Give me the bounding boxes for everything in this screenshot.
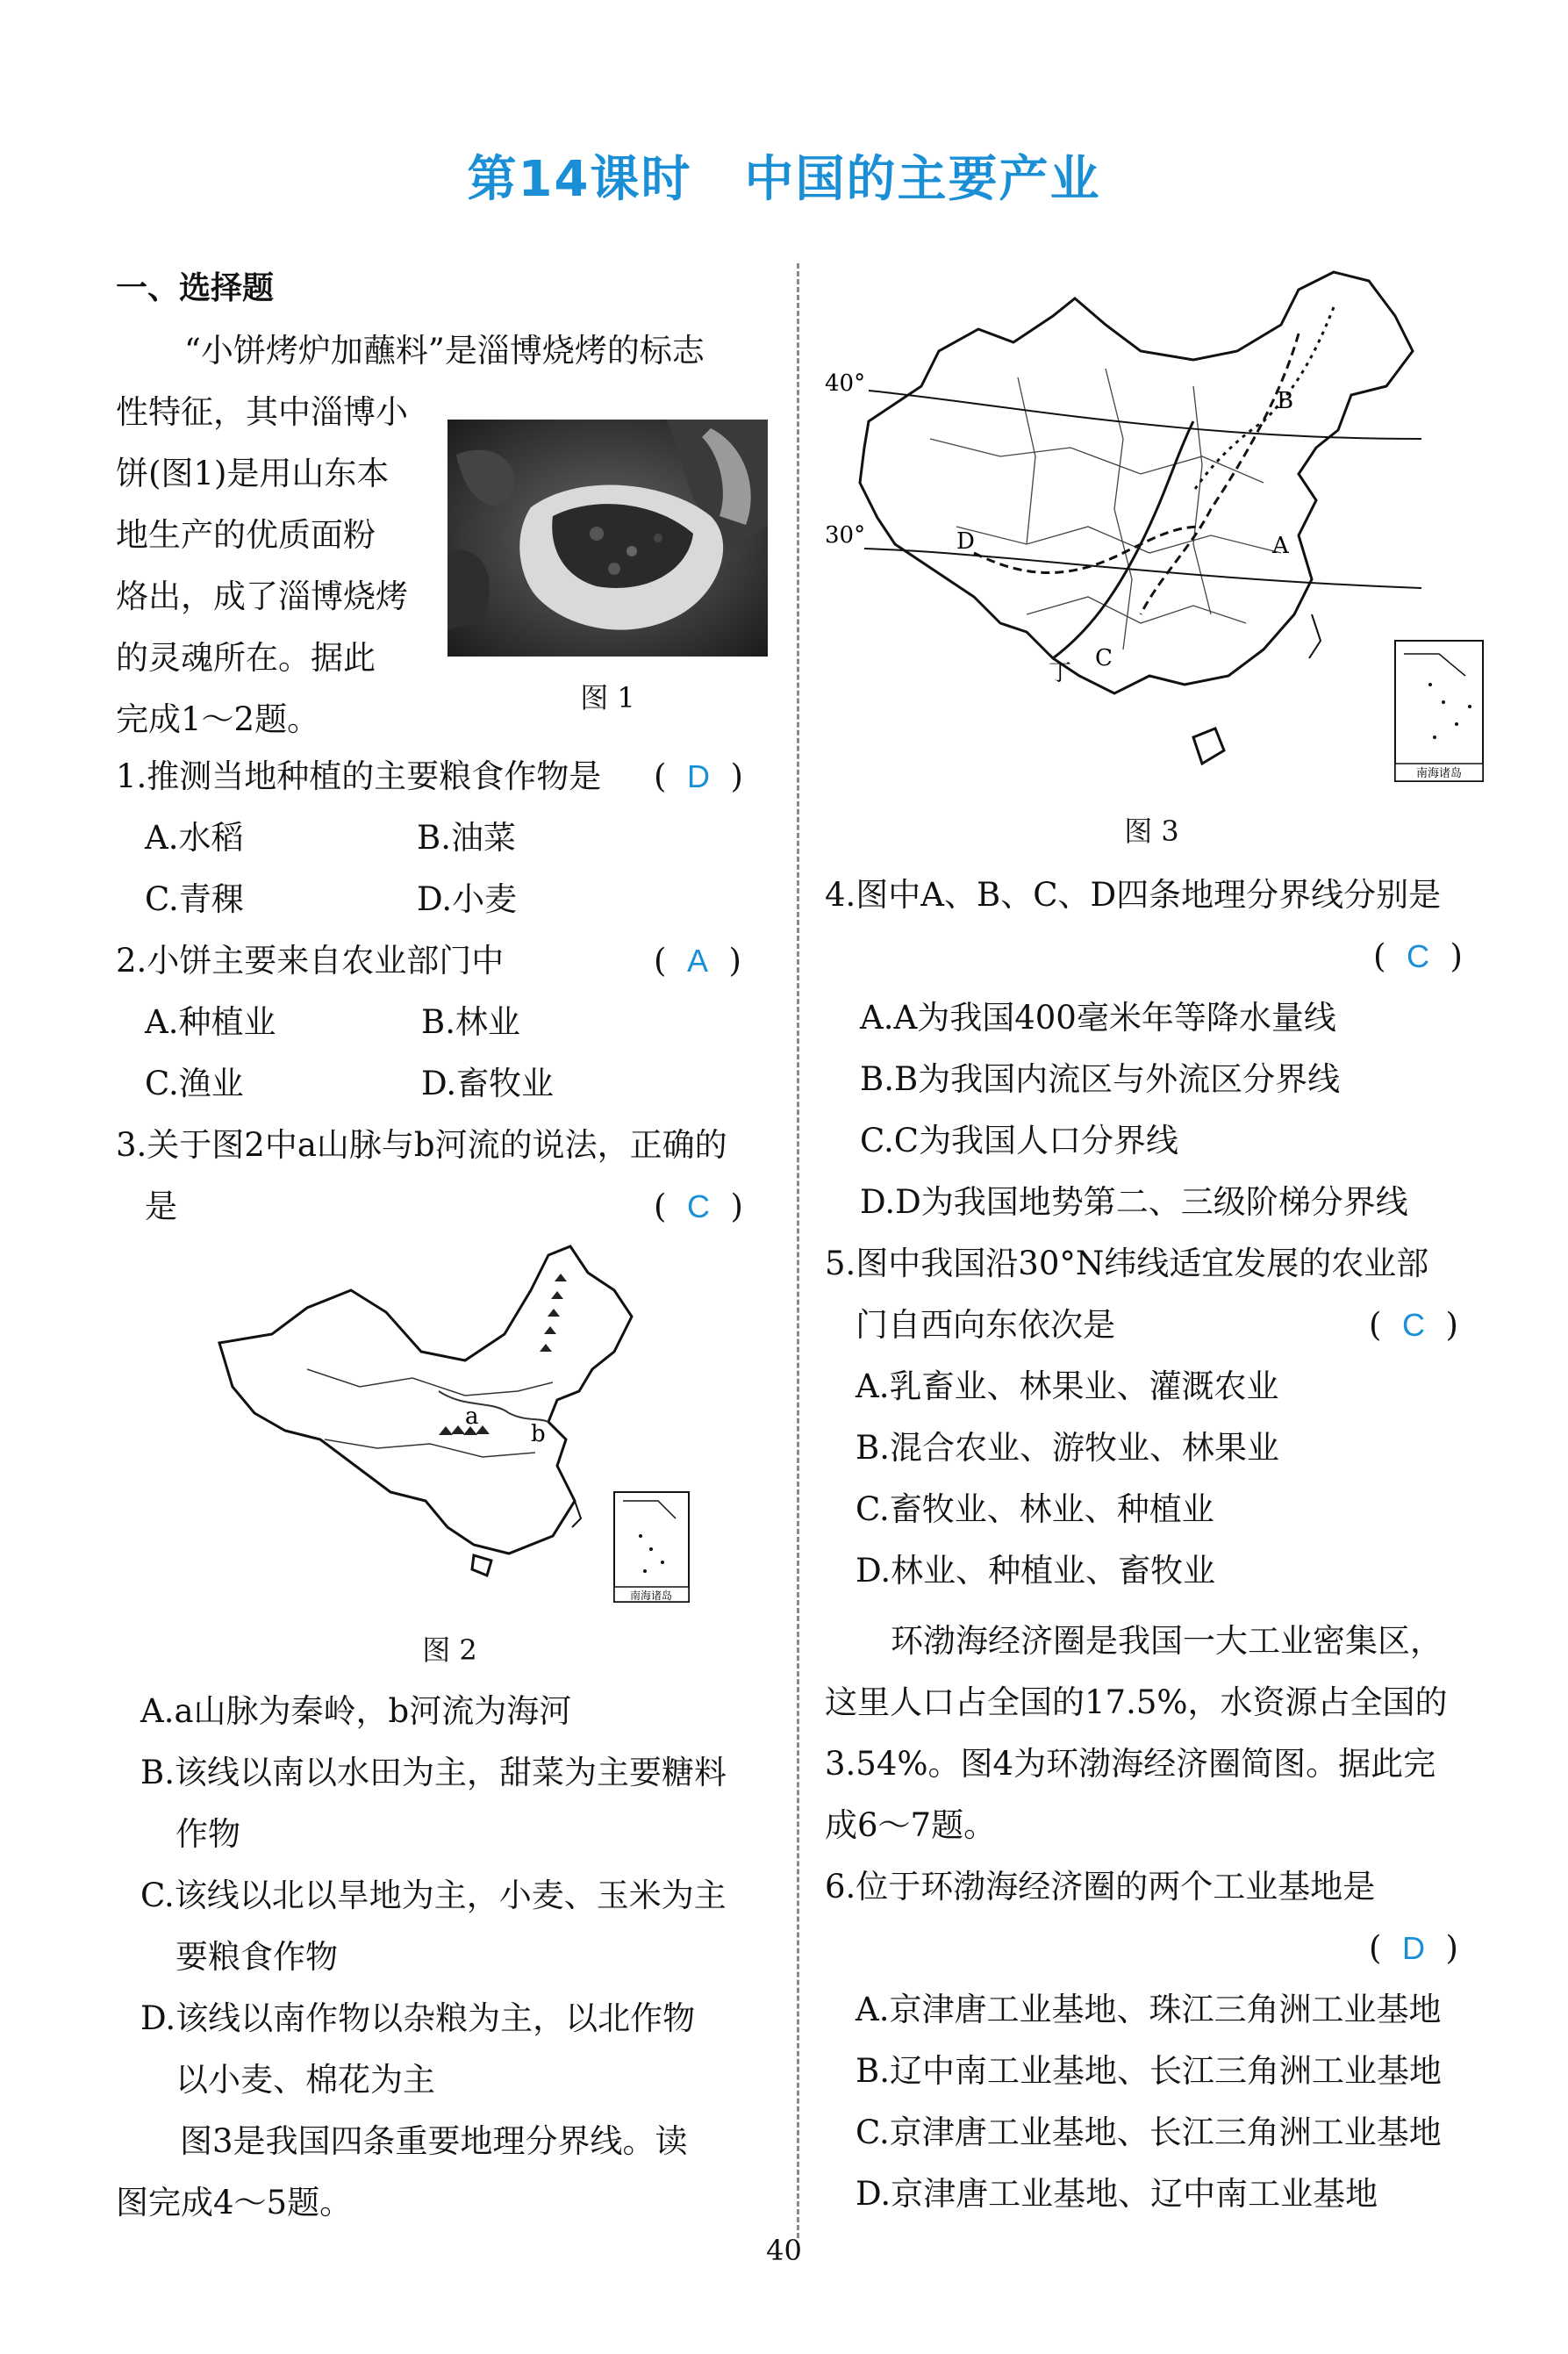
q5-option: D.林业、种植业、畜牧业 (856, 1552, 1216, 1590)
q3-option-cont: 作物 (175, 1815, 240, 1853)
q2-stem: 2.小饼主要来自农业部门中 (116, 942, 505, 980)
intro-line: 烙出，成了淄博烧烤 (116, 578, 408, 615)
q4-option: A.A为我国400毫米年等降水量线 (860, 999, 1336, 1037)
fig3-lat30: 30° (825, 522, 866, 549)
figure-3-caption: 图 3 (1124, 815, 1179, 848)
figure-3-china-map (825, 263, 1492, 790)
q6-option: B.辽中南工业基地、长江三角洲工业基地 (856, 2052, 1442, 2090)
q2-answer-box: ( A ) (654, 942, 741, 980)
q4-answer: C (1406, 938, 1429, 974)
fig2-label-a: a (465, 1403, 479, 1430)
q5-option: A.乳畜业、林果业、灌溉农业 (856, 1367, 1279, 1405)
q4-option: B.B为我国内流区与外流区分界线 (860, 1060, 1341, 1098)
page-number: 40 (766, 2234, 802, 2267)
q4-option: D.D为我国地势第二、三级阶梯分界线 (860, 1183, 1408, 1221)
q3-stem-cont: 是 (145, 1188, 177, 1225)
q3-answer: C (686, 1188, 710, 1224)
intro-6-7-line: 成6～7题。 (825, 1806, 997, 1844)
q3-stem: 3.关于图2中a山脉与b河流的说法，正确的 (116, 1126, 727, 1164)
q6-option: C.京津唐工业基地、长江三角洲工业基地 (856, 2114, 1442, 2151)
q3-option: A.a山脉为秦岭，b河流为海河 (140, 1692, 572, 1730)
intro-6-7-line: 这里人口占全国的17.5%，水资源占全国的 (825, 1683, 1448, 1721)
intro-4-5-cont: 图完成4～5题。 (116, 2184, 353, 2221)
q6-answer-box: ( D ) (1369, 1929, 1458, 1967)
q3-answer-box: ( C ) (654, 1188, 743, 1225)
fig2-inset-label: 南海诸岛 (629, 1590, 673, 1602)
q6-option: A.京津唐工业基地、珠江三角洲工业基地 (856, 1991, 1442, 2028)
figure-1-caption: 图 1 (580, 681, 635, 714)
fig3-label-D: D (956, 528, 975, 555)
intro-line: 饼(图1)是用山东本 (116, 455, 390, 492)
q6-answer: D (1401, 1930, 1425, 1966)
q5-option: C.畜牧业、林业、种植业 (856, 1490, 1214, 1528)
fig3-label-C: C (1095, 645, 1113, 671)
q1-answer: D (686, 758, 710, 794)
intro-line: “小饼烤炉加蘸料”是淄博烧烤的标志 (184, 332, 705, 370)
fig3-label-B: B (1277, 388, 1294, 414)
q5-answer-box: ( C ) (1369, 1306, 1458, 1344)
fig3-inset-label: 南海诸岛 (1415, 767, 1463, 780)
fig2-label-b: b (531, 1421, 546, 1447)
fig3-label-A: A (1272, 533, 1289, 559)
fig3-lat40: 40° (825, 370, 866, 397)
q3-option: C.该线以北以旱地为主，小麦、玉米为主 (140, 1877, 727, 1914)
q5-option: B.混合农业、游牧业、林果业 (856, 1429, 1279, 1467)
intro-line: 完成1～2题。 (116, 700, 320, 738)
q5-stem: 5.图中我国沿30°N纬线适宜发展的农业部 (825, 1245, 1429, 1282)
q3-option-cont: 要粮食作物 (175, 1938, 338, 1976)
q1-option: C.青稞 (145, 880, 244, 918)
fig3-label-ding: 丁 (1049, 660, 1072, 686)
intro-line: 的灵魂所在。据此 (116, 639, 376, 677)
q4-answer-box: ( C ) (1373, 937, 1463, 975)
q1-option: D.小麦 (417, 880, 518, 918)
q3-option: D.该线以南作物以杂粮为主，以北作物 (140, 1999, 696, 2037)
intro-line: 性特征，其中淄博小 (116, 393, 408, 431)
q2-option: D.畜牧业 (421, 1065, 555, 1102)
intro-4-5: 图3是我国四条重要地理分界线。读 (180, 2122, 688, 2160)
q3-option: B.该线以南以水田为主，甜菜为主要糖料 (140, 1754, 727, 1791)
intro-line: 地生产的优质面粉 (116, 516, 376, 554)
q5-stem-cont: 门自西向东依次是 (856, 1306, 1115, 1344)
q2-option: A.种植业 (145, 1003, 276, 1041)
q4-option: C.C为我国人口分界线 (860, 1122, 1179, 1159)
section-heading: 一、选择题 (116, 270, 275, 306)
q2-option: C.渔业 (145, 1065, 244, 1102)
column-divider (797, 263, 799, 2238)
q4-stem: 4.图中A、B、C、D四条地理分界线分别是 (825, 876, 1442, 914)
q6-stem: 6.位于环渤海经济圈的两个工业基地是 (825, 1868, 1376, 1905)
q2-option: B.林业 (421, 1003, 520, 1041)
intro-6-7-line: 环渤海经济圈是我国一大工业密集区， (891, 1622, 1443, 1660)
intro-6-7-line: 3.54%。图4为环渤海经济圈简图。据此完 (825, 1745, 1436, 1783)
lesson-topic: 中国的主要产业 (744, 151, 1101, 208)
figure-2-china-map (202, 1238, 702, 1606)
q3-option-cont: 以小麦、棉花为主 (175, 2061, 435, 2099)
q6-option: D.京津唐工业基地、辽中南工业基地 (856, 2175, 1378, 2213)
figure-2-caption: 图 2 (422, 1633, 477, 1667)
q5-answer: C (1401, 1307, 1425, 1343)
lesson-number: 第14课时 (467, 151, 692, 208)
q1-answer-box: ( D ) (654, 757, 743, 795)
q1-option: B.油菜 (417, 819, 516, 857)
q1-stem: 1.推测当地种植的主要粮食作物是 (116, 757, 602, 795)
q2-answer: A (686, 943, 708, 979)
page-title (0, 140, 1568, 211)
q1-option: A.水稻 (145, 819, 244, 857)
figure-1-photo (447, 420, 768, 657)
